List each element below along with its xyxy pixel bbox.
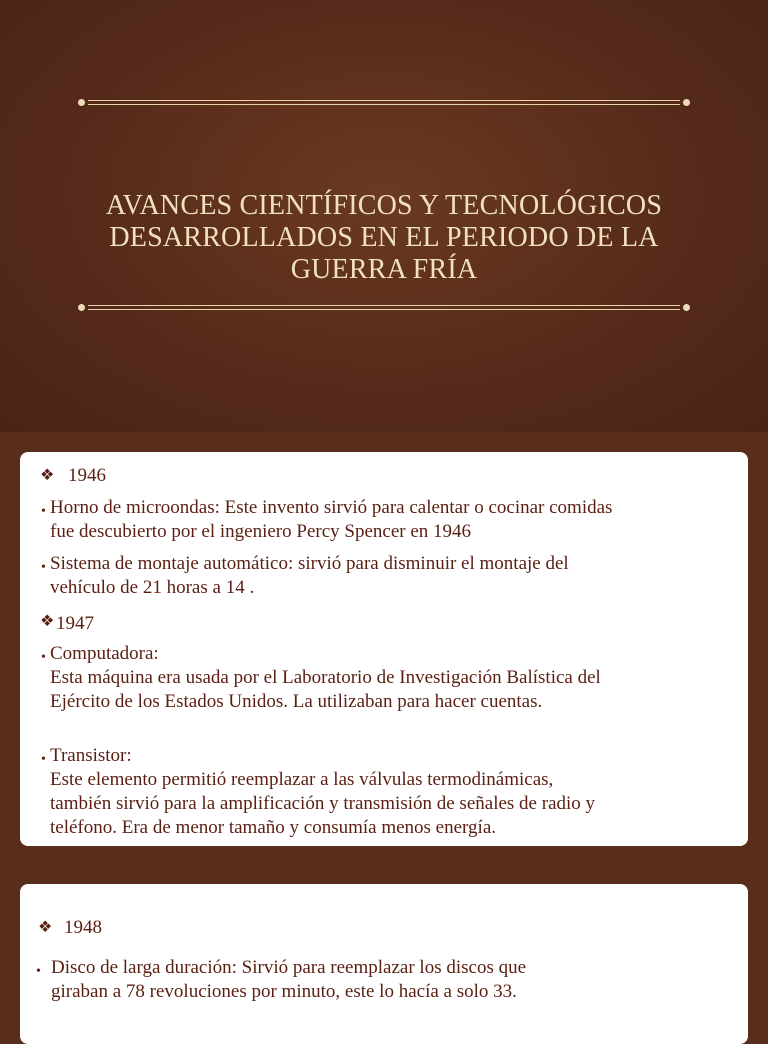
bottom-decorative-rule [78, 305, 690, 311]
assembly-line-1: Sistema de montaje automático: sirvió para disminuir el montaje del [50, 553, 569, 574]
round-bullet-icon: • [41, 504, 46, 519]
title-line-1: AVANCES CIENTÍFICOS Y TECNOLÓGICOS [105, 190, 663, 221]
content-card-1946-1947 [20, 452, 748, 846]
title-line-3: GUERRA FRÍA [290, 254, 478, 285]
lp-disc-line-2: giraban a 78 revoluciones por minuto, este lo hacía a solo 33. [51, 981, 517, 1002]
microwave-line-1: Horno de microondas: Este invento sirvió para calentar o cocinar comidas [50, 497, 613, 518]
diamond-bullet-icon: ❖ [38, 919, 53, 936]
year-heading: 1946 [68, 465, 106, 486]
lp-disc-line-1: Disco de larga duración: Sirvió para reemplazar los discos que [51, 957, 527, 978]
round-bullet-icon: • [41, 650, 46, 665]
top-decorative-rule [78, 100, 690, 106]
computer-line-2: Esta máquina era usada por el Laboratorio de Investigación Balística del [50, 667, 601, 688]
year-heading: 1947 [56, 613, 94, 634]
transistor-line-2: Este elemento permitió reemplazar a las válvulas termodinámicas, [50, 769, 554, 790]
rule-end-dot-icon [683, 304, 690, 311]
microwave-line-2: fue descubierto por el ingeniero Percy Spencer en 1946 [50, 521, 472, 542]
slide-title [60, 190, 708, 286]
title-line-2: DESARROLLADOS EN EL PERIODO DE LA [109, 222, 659, 253]
assembly-line-2: vehículo de 21 horas a 14 . [50, 577, 255, 598]
title-slide [0, 0, 768, 432]
diamond-bullet-icon: ❖ [40, 467, 55, 484]
computer-line-3: Ejército de los Estados Unidos. La utilizaban para hacer cuentas. [50, 691, 543, 712]
slide-separator [0, 432, 768, 452]
diamond-bullet-icon: ❖ [40, 613, 55, 630]
year-heading: 1948 [64, 917, 102, 938]
computer-line-1: Computadora: [50, 643, 159, 664]
transistor-line-4: teléfono. Era de menor tamaño y consumía menos energía. [50, 817, 496, 838]
round-bullet-icon: • [41, 752, 46, 767]
transistor-line-3: también sirvió para la amplificación y transmisión de señales de radio y [50, 793, 596, 814]
round-bullet-icon: • [41, 560, 46, 575]
rule-end-dot-icon [78, 99, 85, 106]
round-bullet-icon: • [36, 964, 41, 979]
rule-end-dot-icon [683, 99, 690, 106]
transistor-line-1: Transistor: [50, 745, 132, 766]
content-card-1948 [20, 884, 748, 1044]
rule-end-dot-icon [78, 304, 85, 311]
